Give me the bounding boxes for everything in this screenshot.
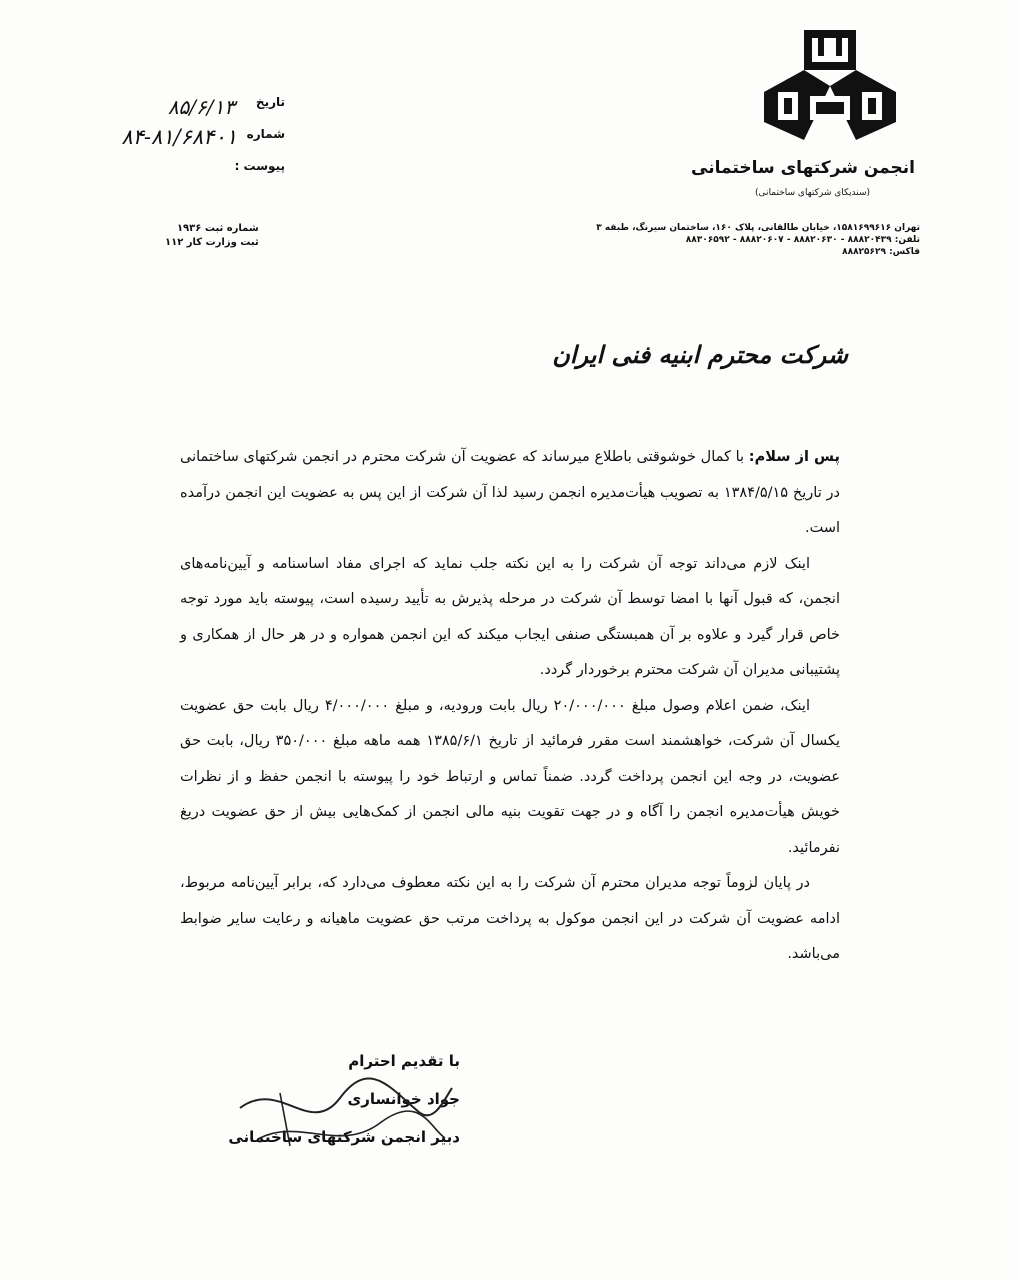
- date-row: [85, 95, 285, 127]
- signer-name: جواد خوانساری: [347, 1090, 460, 1108]
- address-line: تهران ۱۵۸۱۶۹۹۶۱۶، خیابان طالقانی، پلاک ۱۶۰، ساختمان سیرنگ، طبقه ۳: [596, 223, 920, 233]
- fax-line: فاکس: ۸۸۸۲۵۶۲۹: [842, 247, 920, 257]
- number-label: شماره: [246, 127, 285, 141]
- letter-body: [180, 440, 840, 973]
- paragraph-text: با کمال خوشوقتی باطلاع میرساند که عضویت آن شرکت محترم در انجمن شرکتهای ساختمانی در تاریخ ۱۳۸۴/۵/۱۵ به تصویب هیأت‌مدیره انجمن رسید لذا آن شرکت از این پس به عضویت این انجمن درآمده است.: [180, 449, 841, 536]
- organization-name: انجمن شرکتهای ساختمانی: [691, 158, 915, 178]
- organization-subtitle: (سندیکای شرکتهای ساختمانی): [755, 188, 870, 198]
- number-value: ۸۴-۸۱/۶۸۴۰۱: [121, 125, 237, 149]
- body-paragraph: اینک لازم می‌داند توجه آن شرکت را به این نکته جلب نماید که اجرای مفاد اساسنامه و آیین‌نامه‌های انجمن، که قبول آنها با امضا توسط آن شرکت در مرحله پذیرش به تأیید رسیده است، پیوسته باید مورد توجه خاص قرار گیرد و علاوه بر آن همبستگی صنفی ایجاب میکند که این انجمن همواره و در هر حال از همکاری و پشتیبانی مدیران آن شرکت محترم برخوردار گردد.: [180, 555, 840, 678]
- date-value: ۸۵/۶/۱۳: [167, 95, 235, 119]
- registration-info: [165, 222, 259, 250]
- regards: با تقدیم احترام: [348, 1052, 460, 1070]
- association-logo-icon: [760, 26, 900, 144]
- ministry-registration: ثبت وزارت کار ۱۱۲: [165, 237, 259, 248]
- attachment-label: پیوست :: [234, 159, 285, 173]
- phone-line: تلفن: ۸۸۸۲۰۴۳۹ - ۸۸۸۲۰۶۳۰ - ۸۸۸۲۰۶۰۷ - ۸۸۳۰۶۵۹۲: [685, 235, 920, 245]
- number-row: [85, 127, 285, 159]
- body-paragraph: در پایان لزوماً توجه مدیران محترم آن شرکت را به این نکته معطوف می‌دارد که، برابر آیین‌نامه مربوط، ادامه عضویت آن شرکت در این انجمن موکول به پرداخت مرتب حق عضویت ماهیانه و رعایت سایر ضوابط می‌باشد.: [180, 875, 840, 962]
- reference-block: [85, 95, 285, 191]
- body-paragraph: اینک، ضمن اعلام وصول مبلغ ۲۰/۰۰۰/۰۰۰ ریال بابت ورودیه، و مبلغ ۴/۰۰۰/۰۰۰ ریال بابت حق عضویت یکسال آن شرکت، خواهشمند است مقرر فرمائید از تاریخ ۱۳۸۵/۶/۱ همه ماهه مبلغ ۳۵۰/۰۰۰ ریال، بابت حق عضویت، در وجه این انجمن پرداخت گردد. ضمناً تماس و ارتباط خود را پیوسته با انجمن حفظ و از نظرات خویش هیأت‌مدیره انجمن را آگاه و در جهت تقویت بنیه مالی انجمن از کمک‌هایی بیش از حق عضویت دریغ نفرمائید.: [180, 697, 840, 856]
- signer-title: دبیر انجمن شرکتهای ساختمانی: [228, 1128, 460, 1146]
- contact-info: [596, 222, 920, 258]
- addressee: شرکت محترم ابنیه فنی ایران: [552, 340, 848, 369]
- attachment-row: [85, 159, 285, 191]
- date-label: تاریخ: [255, 95, 285, 109]
- body-paragraph: [180, 440, 840, 547]
- greeting: پس از سلام:: [748, 449, 840, 465]
- registration-number: شماره ثبت ۱۹۳۶: [176, 223, 259, 234]
- handwritten-signature-icon: [220, 1068, 460, 1158]
